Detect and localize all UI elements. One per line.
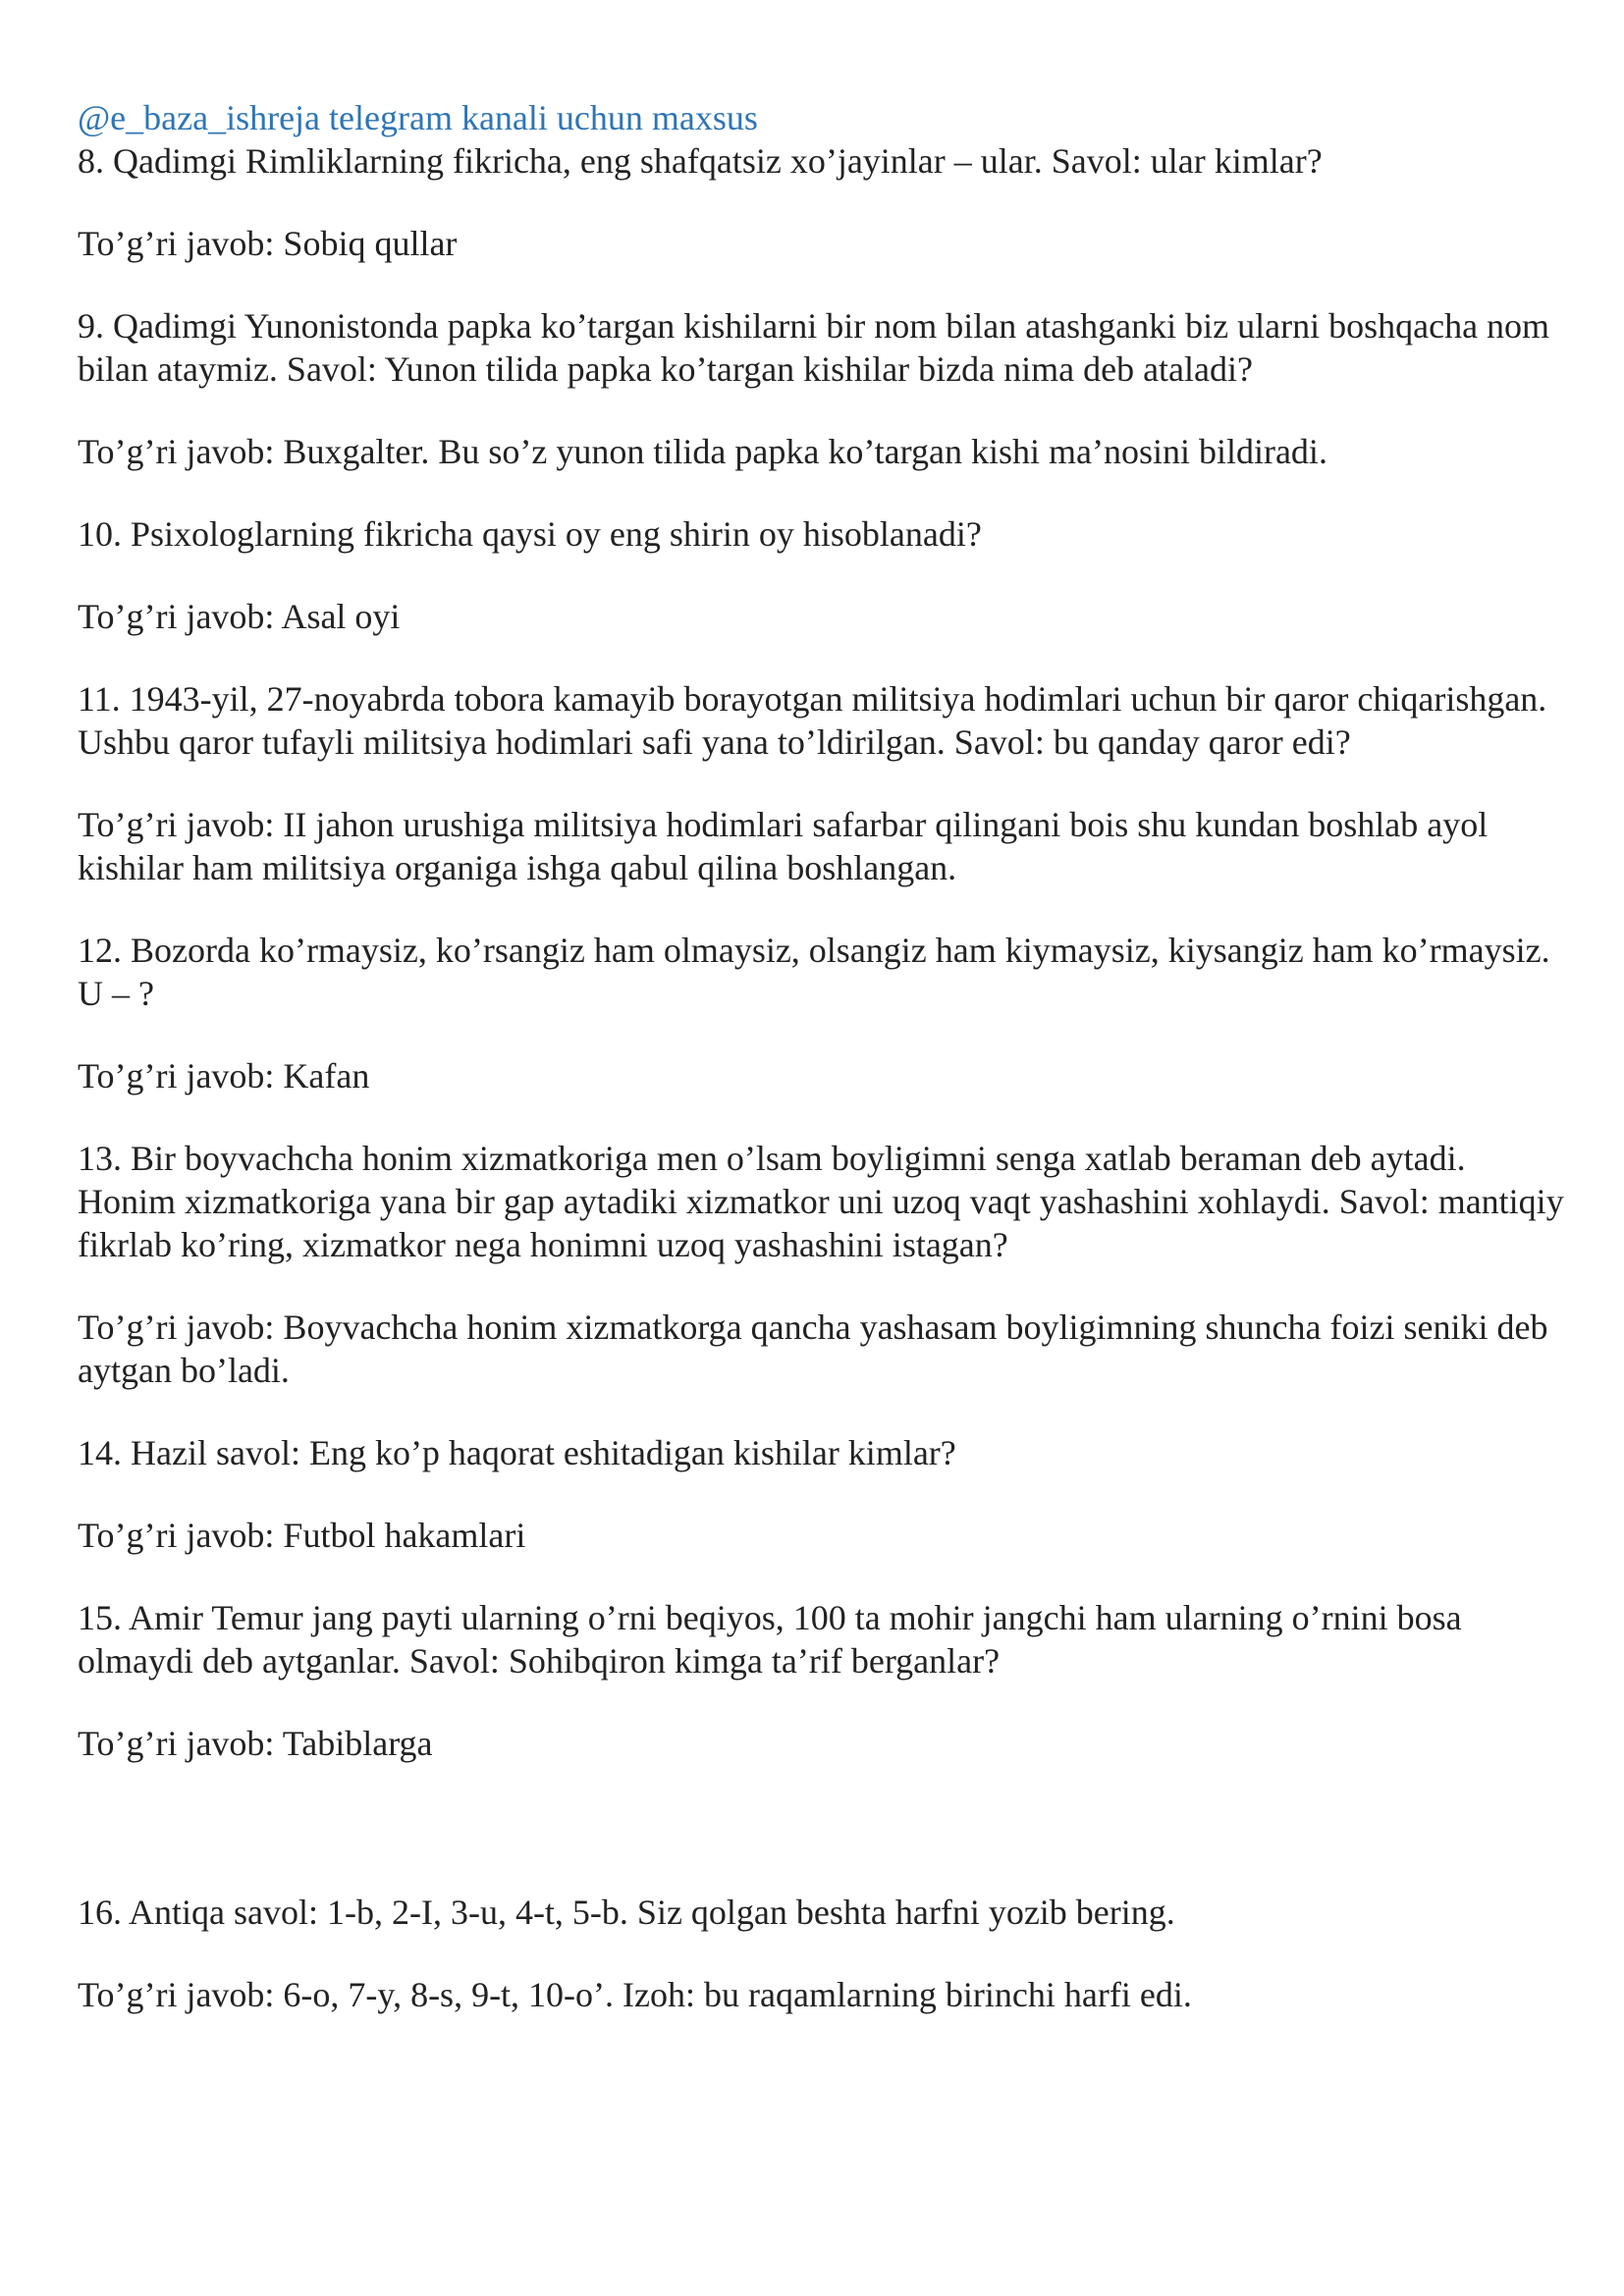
answer-12: To’g’ri javob: Kafan [78,1056,370,1095]
question-9: 9. Qadimgi Yunonistonda papka ko’targan kishilarni bir nom bilan atashganki biz ularni boshqacha nom bilan ataymiz. Savol: Yunon tilida papka ko’targan kishilar bizda nima deb ataladi? [78,306,1550,389]
question-8: 8. Qadimgi Rimliklarning fikricha, eng shafqatsiz xo’jayinlar – ular. Savol: ular kimlar? [78,141,1323,181]
answer-16: To’g’ri javob: 6-o, 7-y, 8-s, 9-t, 10-o’. Izoh: bu raqamlarning birinchi harfi edi. [78,1975,1192,2014]
question-14: 14. Hazil savol: Eng ko’p haqorat eshitadigan kishilar kimlar? [78,1433,956,1472]
telegram-channel-link[interactable]: @e_baza_ishreja telegram kanali uchun maxsus [78,98,758,137]
answer-14: To’g’ri javob: Futbol hakamlari [78,1516,526,1555]
answer-8: To’g’ri javob: Sobiq qullar [78,224,458,263]
question-11: 11. 1943-yil, 27-noyabrda tobora kamayib borayotgan militsiya hodimlari uchun bir qaror chiqarishgan. Ushbu qaror tufayli militsiya hodimlari safi yana to’ldirilgan. Savol: bu qanday qaror edi? [78,679,1547,762]
answer-13: To’g’ri javob: Boyvachcha honim xizmatkorga qancha yashasam boyligimning shuncha foizi seniki deb aytgan bo’ladi. [78,1308,1548,1390]
question-12: 12. Bozorda ko’rmaysiz, ko’rsangiz ham olmaysiz, olsangiz ham kiymaysiz, kiysangiz ham ko’rmaysiz. U – ? [78,931,1550,1013]
answer-9: To’g’ri javob: Buxgalter. Bu so’z yunon tilida papka ko’targan kishi ma’nosini bildiradi. [78,432,1327,471]
question-10: 10. Psixologlarning fikricha qaysi oy eng shirin oy hisoblanadi? [78,514,982,554]
question-16: 16. Antiqa savol: 1-b, 2-I, 3-u, 4-t, 5-b. Siz qolgan beshta harfni yozib bering. [78,1893,1175,1932]
answer-11: To’g’ri javob: II jahon urushiga militsiya hodimlari safarbar qilingani bois shu kundan boshlab ayol kishilar ham militsiya organiga ishga qabul qilina boshlangan. [78,805,1489,887]
document-body [78,96,1570,2056]
question-15: 15. Amir Temur jang payti ularning o’rni beqiyos, 100 ta mohir jangchi ham ularning o’rnini bosa olmaydi deb aytganlar. Savol: Sohibqiron kimga ta’rif berganlar? [78,1598,1462,1681]
answer-10: To’g’ri javob: Asal oyi [78,597,401,636]
answer-15: To’g’ri javob: Tabiblarga [78,1724,433,1763]
question-13: 13. Bir boyvachcha honim xizmatkoriga men o’lsam boyligimni senga xatlab beraman deb aytadi. Honim xizmatkoriga yana bir gap aytadiki xizmatkor uni uzoq vaqt yashashini xohlaydi. Savol: mantiqiy fikrlab ko’ring, xizmatkor nega honimni uzoq yashashini istagan? [78,1139,1564,1264]
